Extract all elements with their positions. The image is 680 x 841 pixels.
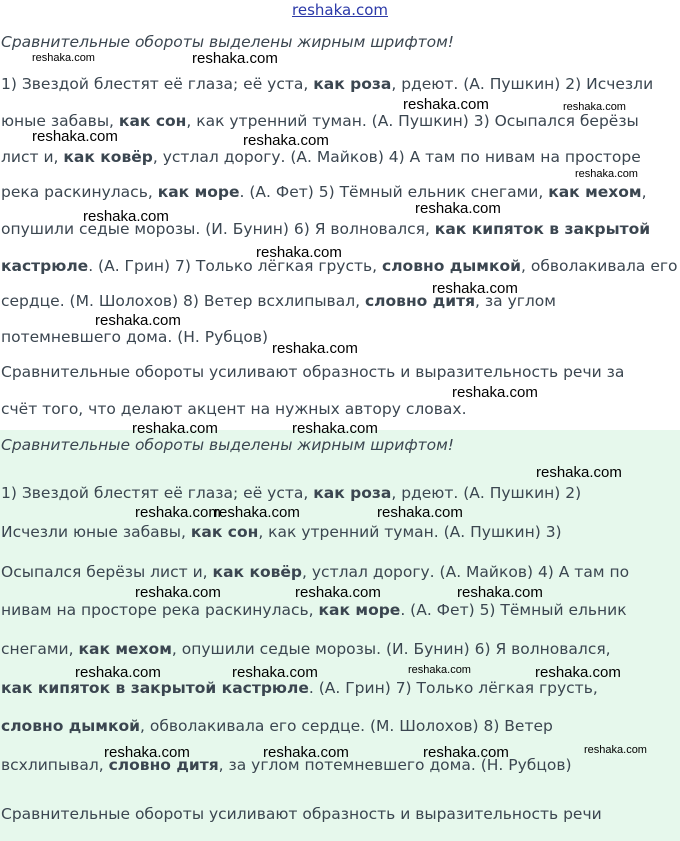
text-segment: снегами, [1,640,79,658]
text-segment: , обволакивала его сердце. (М. Шолохов) 8) Ветер [140,717,553,735]
comparison-phrase: словно дитя [108,756,219,774]
comparison-phrase: кастрюле [1,257,89,275]
text-segment: потемневшего дома. (Н. Рубцов) [1,328,269,346]
text-segment: , как утренний туман. (А. Пушкин) 3) Осыпался берёзы [186,112,639,130]
text-segment: , устлал дорогу. (А. Майков) 4) А там по [302,563,630,581]
comparison-phrase: как ковёр [212,563,303,581]
watermark: reshaka.com [95,312,181,329]
text-line [1,679,598,697]
watermark: reshaka.com [135,504,221,521]
watermark: reshaka.com [83,208,169,225]
comparison-phrase: как кипяток в закрытой [434,220,651,238]
section-heading: Сравнительные обороты выделены жирным шрифтом! [1,33,454,51]
text-line [1,183,647,201]
text-line [1,717,553,735]
watermark: reshaka.com [192,50,278,67]
text-segment: Исчезли юные забавы, [1,523,191,541]
watermark: reshaka.com [32,128,118,145]
watermark: reshaka.com [536,464,622,481]
text-segment: счёт того, что делают акцент на нужных автору словах. [1,400,467,418]
watermark: reshaka.com [75,664,161,681]
comparison-phrase: как роза [313,75,392,93]
comparison-phrase: как море [157,183,240,201]
watermark: reshaka.com [243,132,329,149]
text-line [1,523,562,541]
text-line [1,328,268,346]
watermark: reshaka.com [256,244,342,261]
comparison-phrase: как мехом [78,640,172,658]
text-segment: . (А. Фет) 5) Тёмный ельник снегами, [239,183,549,201]
text-segment: . (А. Фет) 5) Тёмный ельник [400,601,627,619]
answer-block-green [0,430,680,841]
text-segment: , обволакивала его [521,257,678,275]
comparison-phrase: как сон [118,112,187,130]
watermark: reshaka.com [292,420,378,437]
comparison-phrase: словно дитя [364,292,476,310]
text-line [1,400,467,418]
watermark: reshaka.com [408,664,471,676]
text-line [1,805,602,823]
text-line [1,148,641,166]
comparison-phrase: словно дымкой [382,257,522,275]
watermark: reshaka.com [132,420,218,437]
text-segment: 1) Звездой блестят её глаза; её уста, [1,484,314,502]
text-segment: река раскинулась, [1,183,158,201]
site-logo[interactable]: reshaka.com [292,1,388,19]
text-segment: , [641,183,647,201]
text-line [1,75,653,93]
text-segment: нивам на просторе река раскинулась, [1,601,319,619]
watermark: reshaka.com [563,101,626,113]
watermark: reshaka.com [535,664,621,681]
watermark: reshaka.com [403,96,489,113]
watermark: reshaka.com [263,744,349,761]
watermark: reshaka.com [272,340,358,357]
watermark: reshaka.com [135,584,221,601]
text-segment: . (А. Грин) 7) Только лёгкая грусть, [308,679,598,697]
watermark: reshaka.com [457,584,543,601]
watermark: reshaka.com [423,744,509,761]
comparison-phrase: как ковёр [63,148,153,166]
section-heading: Сравнительные обороты выделены жирным шрифтом! [1,436,454,454]
text-line [1,563,629,581]
text-segment: , рдеют. (А. Пушкин) 2) Исчезли [391,75,654,93]
text-segment: , опушили седые морозы. (И. Бунин) 6) Я волновался, [171,640,611,658]
text-segment: , рдеют. (А. Пушкин) 2) [391,484,582,502]
text-segment: , за углом потемневшего дома. (Н. Рубцов) [218,756,572,774]
watermark: reshaka.com [584,744,647,756]
text-segment: всхлипывал, [1,756,109,774]
text-segment: Осыпался берёзы лист и, [1,563,213,581]
text-line [1,601,627,619]
text-segment: 1) Звездой блестят её глаза; её уста, [1,75,314,93]
text-segment: юные забавы, [1,112,119,130]
watermark: reshaka.com [214,504,300,521]
watermark: reshaka.com [232,664,318,681]
text-segment: Сравнительные обороты усиливают образность и выразительность речи за [1,363,625,381]
text-line [1,363,624,381]
comparison-phrase: словно дымкой [1,717,140,735]
comparison-phrase: как море [318,601,401,619]
watermark: reshaka.com [452,384,538,401]
text-line [1,640,611,658]
text-segment: , за углом [475,292,556,310]
watermark: reshaka.com [415,200,501,217]
watermark: reshaka.com [377,504,463,521]
text-segment: сердце. (М. Шолохов) 8) Ветер всхлипывал, [1,292,365,310]
comparison-phrase: как сон [190,523,259,541]
text-segment: Сравнительные обороты усиливают образность и выразительность речи [1,805,602,823]
watermark: reshaka.com [32,52,95,64]
text-segment: лист и, [1,148,64,166]
text-segment: , как утренний туман. (А. Пушкин) 3) [258,523,562,541]
text-segment: , устлал дорогу. (А. Майков) 4) А там по нивам на просторе [152,148,641,166]
text-segment: . (А. Грин) 7) Только лёгкая грусть, [88,257,383,275]
watermark: reshaka.com [432,280,518,297]
comparison-phrase: как кипяток в закрытой кастрюле [1,679,309,697]
comparison-phrase: как мехом [548,183,642,201]
text-segment: опушили седые морозы. (И. Бунин) 6) Я волновался, [1,220,435,238]
answer-block-white [0,30,680,430]
comparison-phrase: как роза [313,484,392,502]
watermark: reshaka.com [295,584,381,601]
text-line [1,484,581,502]
watermark: reshaka.com [104,744,190,761]
watermark: reshaka.com [575,168,638,180]
